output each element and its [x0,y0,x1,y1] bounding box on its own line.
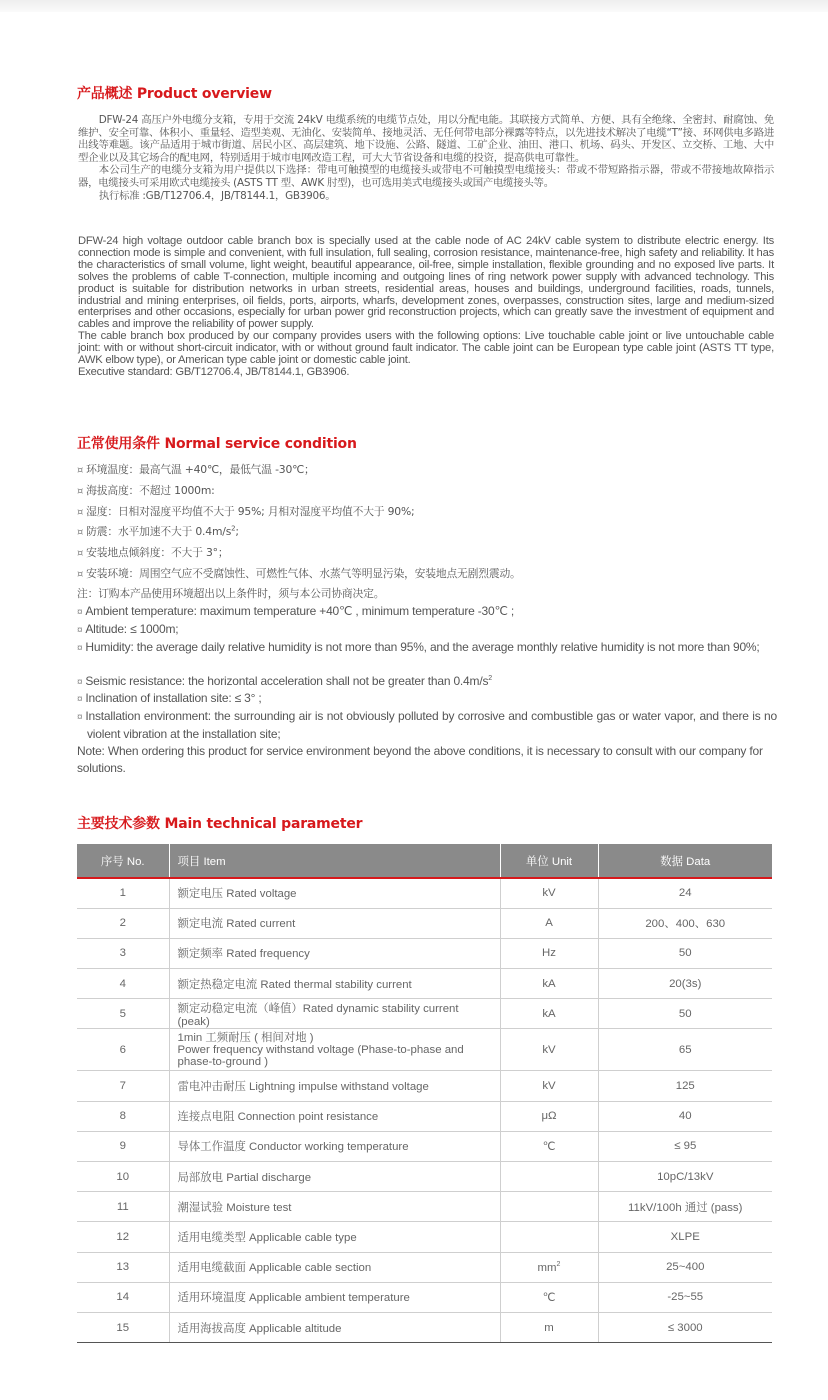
bullet-icon: ¤ [77,607,83,618]
condition-zh-item: ¤ 安装地点倾斜度：不大于 3°； [77,546,229,559]
table-row: 5 额定动稳定电流（峰值）Rated dynamic stability current (peak) kA 50 [77,999,772,1029]
table-row: 13 适用电缆截面 Applicable cable section $mm^2$ 25~400 [77,1252,772,1282]
bullet-icon: ¤ [77,643,83,654]
overview-en-standard: Executive standard: GB/T12706.4, JB/T8144.1, GB3906. [78,365,350,378]
bullet-icon: ¤ [77,527,84,538]
header-unit: 单位 Unit [500,844,598,878]
bullet-icon: ¤ [77,486,84,497]
overview-heading: 产品概述 Product overview [77,86,272,102]
table-row: 6 1min 工频耐压 ( 相间对地 ) Power frequency withstand voltage (Phase-to-phase and phase-to-ground ) kV 65 [77,1029,772,1071]
condition-en-item: ¤ Altitude: ≤ 1000m; [77,622,179,636]
table-row: 2 额定电流 Rated current A 200、400、630 [77,908,772,938]
table-row: 11 潮湿试验 Moisture test 11kV/100h 通过 (pass) [77,1192,772,1222]
table-row: 7 雷电冲击耐压 Lightning impulse withstand voltage kV 125 [77,1071,772,1101]
bullet-icon: ¤ [77,548,84,559]
condition-zh-item: ¤ 海拔高度：不超过 1000m: [77,484,215,497]
bullet-icon: ¤ [77,507,84,518]
bullet-icon: ¤ [77,712,83,723]
table-row: 3 额定频率 Rated frequency Hz 50 [77,938,772,968]
condition-en-item: ¤ Ambient temperature: maximum temperature +40℃ , minimum temperature -30℃ ; [77,604,515,618]
bullet-icon: ¤ [77,465,84,476]
table-row: 1 额定电压 Rated voltage kV 24 [77,878,772,908]
table-row: 12 适用电缆类型 Applicable cable type XLPE [77,1222,772,1252]
header-no: 序号 No. [77,844,169,878]
condition-en-note: Note: When ordering this product for service environment beyond the above conditions, it is necessary to consult with our company for solutions. [77,744,763,775]
condition-en-item: ¤ Seismic resistance: the horizontal acceleration shall not be greater than $0.4m/s^2$ [77,674,492,688]
overview-zh-standard: 执行标准 :GB/T12706.4，JB/T8144.1，GB3906。 [98,189,336,202]
overview-zh-paragraph-2: 本公司生产的电缆分支箱为用户提供以下选择：带电可触摸型的电缆接头或带电不可触摸型电缆接头：带或不带短路指示器，带或不带接地故障指示器，电缆接头可采用欧式电缆接头 (ASTS TT 型、AWK 肘型)，也可选用美式电缆接头或国产电缆接头等。 [78,164,774,189]
bullet-icon: ¤ [77,694,83,705]
bullet-icon: ¤ [77,569,84,580]
table-row: 8 连接点电阻 Connection point resistance μΩ 40 [77,1101,772,1131]
overview-en-paragraph-1: DFW-24 high voltage outdoor cable branch box is specially used at the cable node of AC 24kV cable system to distribute electric energy. Its connection mode is simple and convenient, with full insulation, full sealing, corrosion resistance, maintenance-free, high safety and reliability. It has the characteristics of small volume, light weight, beautiful appearance, oil-free, simple installation, flexible grounding and no exposed live parts. It solves the problems of cable T-connection, multiple incoming and outgoing lines of ring network power supply with advanced technology. This product is suitable for distribution networks in urban streets, residential areas, houses and buildings, underground facilities, roads, tunnels, industrial and mining enterprises, oil fields, ports, airports, wharfs, development zones, overpasses, construction sites, large and medium-sized enterprises and other occasions, especially for urban power grid reconstruction projects, which can greatly save the investment of equipment and cables and improve the reliability of power supply. [78,235,774,331]
condition-en-item: ¤ Installation environment: the surrounding air is not obviously polluted by corrosive and combustible gas or water vapor, and there is no violent vibration at the installation site; [77,709,777,741]
table-row: 15 适用海拔高度 Applicable altitude m ≤ 3000 [77,1312,772,1342]
overview-english-text [78,236,774,379]
condition-zh-note: 注：订购本产品使用环境超出以上条件时，须与本公司协商决定。 [77,587,385,600]
bullet-icon: ¤ [77,625,83,636]
condition-zh-item: ¤ 安装环境：周围空气应不受腐蚀性、可燃性气体、水蒸气等明显污染，安装地点无剧烈震动。 [77,567,521,580]
condition-zh-item: ¤ 环境温度：最高气温 +40℃，最低气温 -30℃； [77,463,315,476]
header-data: 数据 Data [598,844,772,878]
overview-en-paragraph-2: The cable branch box produced by our company provides users with the following options: Live touchable cable joint or live untouchable cable joint: with or without short-circuit indicator, with or without ground fault indicator. The cable joint can be European type cable joint (ASTS TT type, AWK elbow type), or American type cable joint or domestic cable joint. [78,330,774,367]
table-row: 14 适用环境温度 Applicable ambient temperature ℃ -25~55 [77,1282,772,1312]
table-row: 4 额定热稳定电流 Rated thermal stability current kA 20(3s) [77,969,772,999]
condition-zh-item: ¤ 湿度：日相对湿度平均值不大于 95%; 月相对湿度平均值不大于 90%; [77,505,415,518]
condition-zh-item: ¤ 防震：水平加速不大于 $0.4m/s^2$; [77,524,239,538]
params-table [77,844,772,1343]
overview-chinese-text [78,114,774,202]
params-heading: 主要技术参数 Main technical parameter [77,816,363,832]
table-row: 10 局部放电 Partial discharge 10pC/13kV [77,1162,772,1192]
condition-en-item: ¤ Inclination of installation site: ≤ 3° ; [77,691,262,705]
bullet-icon: ¤ [77,677,83,688]
condition-en-item: ¤ Humidity: the average daily relative humidity is not more than 95%, and the average monthly relative humidity is not more than 90%; [77,640,760,654]
table-row: 9 导体工作温度 Conductor working temperature ℃ ≤ 95 [77,1131,772,1161]
overview-zh-paragraph-1: DFW-24 高压户外电缆分支箱，专用于交流 24kV 电缆系统的电缆节点处，用以分配电能。其联接方式简单、方便、具有全绝缘、全密封、耐腐蚀、免维护、安全可靠、体积小、重量轻、造型美观、无油化、安装简单、接地灵活、无任何带电部分裸露等特点，以先进技术解决了电缆“T”接、环网供电多路进出线等难题。该产品适用于城市街道、居民小区、高层建筑、地下设施、公路、隧道、工矿企业、油田、港口、机场、码头、开发区、立交桥、工地、大中型企业以及其它场合的配电网，特别适用于城市电网改造工程，可大大节省设备和电缆的投资，提高供电可靠性。 [78,114,774,164]
table-header-row [77,844,772,878]
header-item: 项目 Item [169,844,500,878]
top-shadow-bar [0,0,828,12]
conditions-heading: 正常使用条件 Normal service condition [77,436,357,452]
